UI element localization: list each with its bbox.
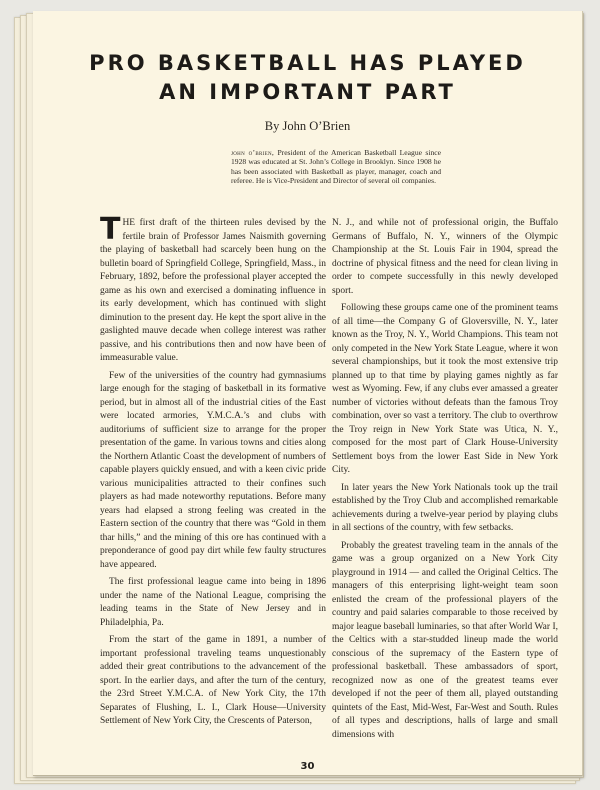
paragraph <box>100 212 326 366</box>
author-bio <box>231 148 441 186</box>
text-column-left <box>100 212 326 733</box>
magazine-page <box>33 11 583 776</box>
paragraph-text: HE first draft of the thirteen rules devised by the fertile brain of Professor James Naismith governing the playing of basketball had scarcely been hung on the bulletin board of Springfield College, Springfield, Mass., in February, 1892, before the professional player accepted the game as his own and exercised a dominating influence in its early development, which has continued with slight diminution to the present day. He kept the sport alive in the gaslighted mauve decade when college interest was rather passive, and his contributions then and now have been of immeasurable value. <box>100 218 326 363</box>
bio-author-name: john o’brien, <box>231 148 275 157</box>
byline: By John O’Brien <box>264 119 351 133</box>
text-column-right <box>332 217 558 746</box>
bio-text: President of the American Basketball League since 1928 was educated at St. John’s College in Brooklyn. Since 1908 he has been associated with Basketball as player, manager, coach and referee. He is Vice-President and Director of several oil companies. <box>231 148 441 186</box>
title-line-1: PRO BASKETBALL HAS PLAYED <box>89 51 526 75</box>
article-title <box>33 49 582 107</box>
paragraph: In later years the New York Nationals took up the trail established by the Troy Club and accomplished remarkable achievements during a twelve-year period by playing clubs in all sections of the country, with few setbacks. <box>332 482 558 533</box>
paragraph: N. J., and while not of professional origin, the Buffalo Germans of Buffalo, N. Y., winners of the Olympic Championship at the St. Louis Fair in 1904, spread the doctrine of physical fitness and the need for clean living in order to compete successfully in this newly developed sport. <box>332 218 558 296</box>
paragraph: The first professional league came into being in 1896 under the name of the National League, comprising the leading teams in the State of New Jersey and in Philadelphia, Pa. <box>100 577 326 628</box>
drop-cap: T <box>100 212 121 247</box>
paragraph: Following these groups came one of the prominent teams of all time—the Company G of Gloversville, N. Y., later known as the Troy, N. Y., World Champions. This team not only competed in the New York State League, where it won several championships, but it took the most extensive trip planned up to that time by playing games nightly as far west as Wyoming. Few, if any clubs ever amassed a greater number of victories without defeats than the famous Troy combination, over so vast a territory. The club to overthrow the Troy reign in New York State was Utica, N. Y., composed for the most part of Clark House-University Settlement boys from the lower East Side in New York City. <box>332 303 558 475</box>
paragraph: From the start of the game in 1891, a number of important professional traveling teams unquestionably added their great contributions to the advancement of the sport. In the earlier days, and after the turn of the century, the 23rd Street Y.M.C.A. of New York City, the 17th Separates of Flushing, L. I., Clark House—University Settlement of New York City, the Crescents of Paterson, <box>100 635 326 726</box>
page-number: 30 <box>300 761 315 772</box>
title-line-2: AN IMPORTANT PART <box>159 80 456 104</box>
paragraph: Probably the greatest traveling team in the annals of the game was a group organized on a New York City playground in 1914 — and called the Original Celtics. The managers of this enterprising light-weight team soon enlisted the cream of the professional players of the country and paid salaries comparable to those received by major league baseball luminaries, so that after World War I, the Celtics with a star-studded lineup made the world conscious of the supremacy of the Eastern type of professional basketball. These ambassadors of sport, recognized now as one of the greatest teams ever developed if not the peer of them all, played outstanding quintets of the East, Mid-West, Far-West and South. Rules of all types and descriptions, halls of large and small dimensions with <box>332 540 558 740</box>
paragraph: Few of the universities of the country had gymnasiums large enough for the staging of basketball in its formative period, but in almost all of the industrial cities of the East were located armories, Y.M.C.A.’s and clubs with auditoriums of sufficient size to arrange for the proper presentation of the game. In various towns and cities along the Northern Atlantic Coast the development of numbers of capable players quickly ensued, and with a keen civic pride various municipalities attracted to their confines such players as had made noteworthy reputations. Before many years had elapsed a strong feeling was created in the Eastern section of the country that there was “Gold in them thar hills,” and the mining of this ore has continued with a preponderance of good pay dirt while few faulty structures have appeared. <box>100 370 326 570</box>
